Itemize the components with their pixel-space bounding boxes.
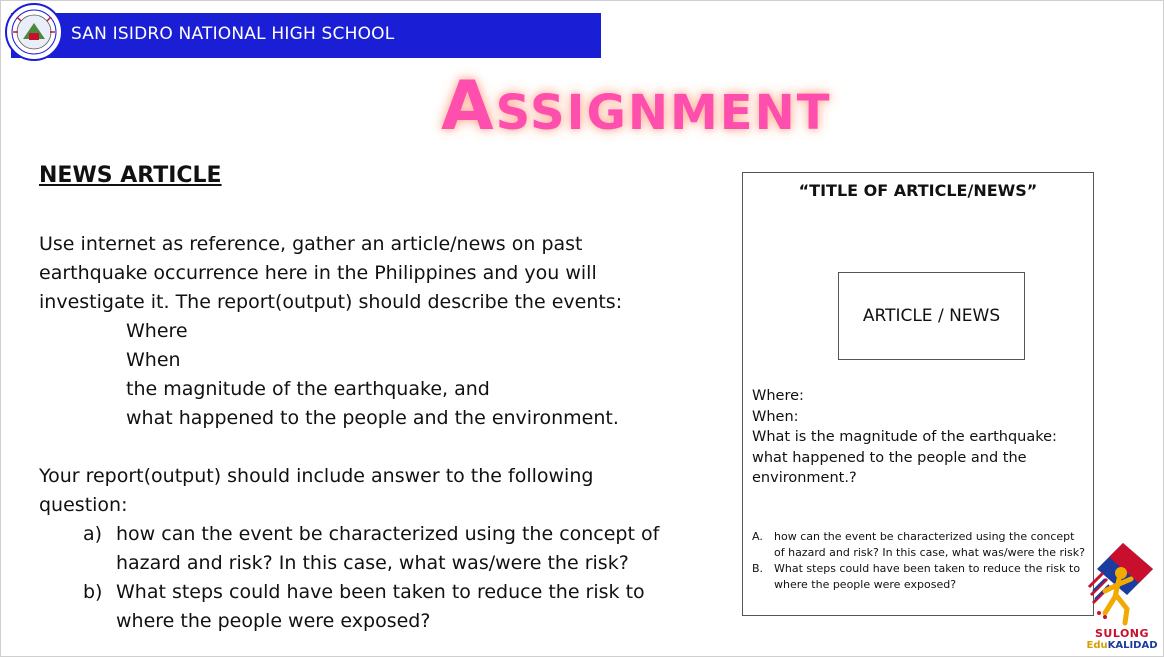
logo-line1: SULONG: [1094, 627, 1150, 640]
instructions-paragraph: Use internet as reference, gather an article/news on past earthquake occurrence here in the Philippines and you will investigate it. The report(output) should describe the events:: [39, 233, 623, 313]
school-banner: [11, 13, 601, 58]
section-heading: NEWS ARTICLE: [39, 163, 222, 188]
question-item: [81, 520, 701, 578]
article-placeholder-label: ARTICLE / NEWS: [862, 306, 1001, 326]
report-intro: Your report(output) should include answer to the following question:: [39, 465, 594, 516]
list-item: Where: [126, 320, 188, 342]
panel-question-marker: B.: [752, 562, 764, 575]
question-item: [81, 578, 701, 636]
panel-questions: [752, 529, 1087, 593]
assignment-title: Assignment: [441, 67, 832, 146]
question-text: how can the event be characterized using the concept of hazard and risk? In this case, what was/were the risk?: [116, 523, 660, 574]
template-panel: [742, 172, 1094, 616]
logo-line2-edu: Edu: [1086, 640, 1108, 651]
panel-field: When:: [752, 408, 799, 425]
logo-line2: [1083, 640, 1161, 651]
list-item: When: [126, 349, 181, 371]
panel-fields: [752, 386, 1062, 489]
question-marker: a): [83, 523, 103, 545]
panel-question-text: how can the event be characterized using the concept of hazard and risk? In this case, what was/were the risk?: [774, 530, 1085, 559]
question-text: What steps could have been taken to reduce the risk to where the people were exposed?: [116, 581, 645, 632]
panel-field: Where:: [752, 388, 804, 404]
school-name: SAN ISIDRO NATIONAL HIGH SCHOOL: [71, 24, 395, 44]
questions-list: [81, 520, 701, 636]
list-item: the magnitude of the earthquake, and: [126, 378, 490, 400]
sulong-edukalidad-logo: [1083, 539, 1161, 653]
panel-question: [752, 561, 1087, 593]
panel-field: what happened to the people and the environment.?: [752, 449, 1027, 486]
panel-question-marker: A.: [752, 530, 763, 543]
runner-flag-icon: [1083, 539, 1161, 627]
logo-line2-kalidad: KALIDAD: [1107, 640, 1158, 651]
panel-question-text: What steps could have been taken to reduce the risk to where the people were exposed?: [774, 562, 1081, 591]
article-placeholder-box: [838, 272, 1025, 360]
question-marker: b): [83, 581, 103, 603]
panel-field: What is the magnitude of the earthquake:: [752, 429, 1057, 445]
list-item: what happened to the people and the environment.: [126, 407, 619, 429]
event-items-list: [126, 317, 619, 433]
panel-title: “TITLE OF ARTICLE/NEWS”: [798, 181, 1038, 200]
panel-question: [752, 529, 1087, 561]
school-seal-icon: [5, 3, 63, 61]
